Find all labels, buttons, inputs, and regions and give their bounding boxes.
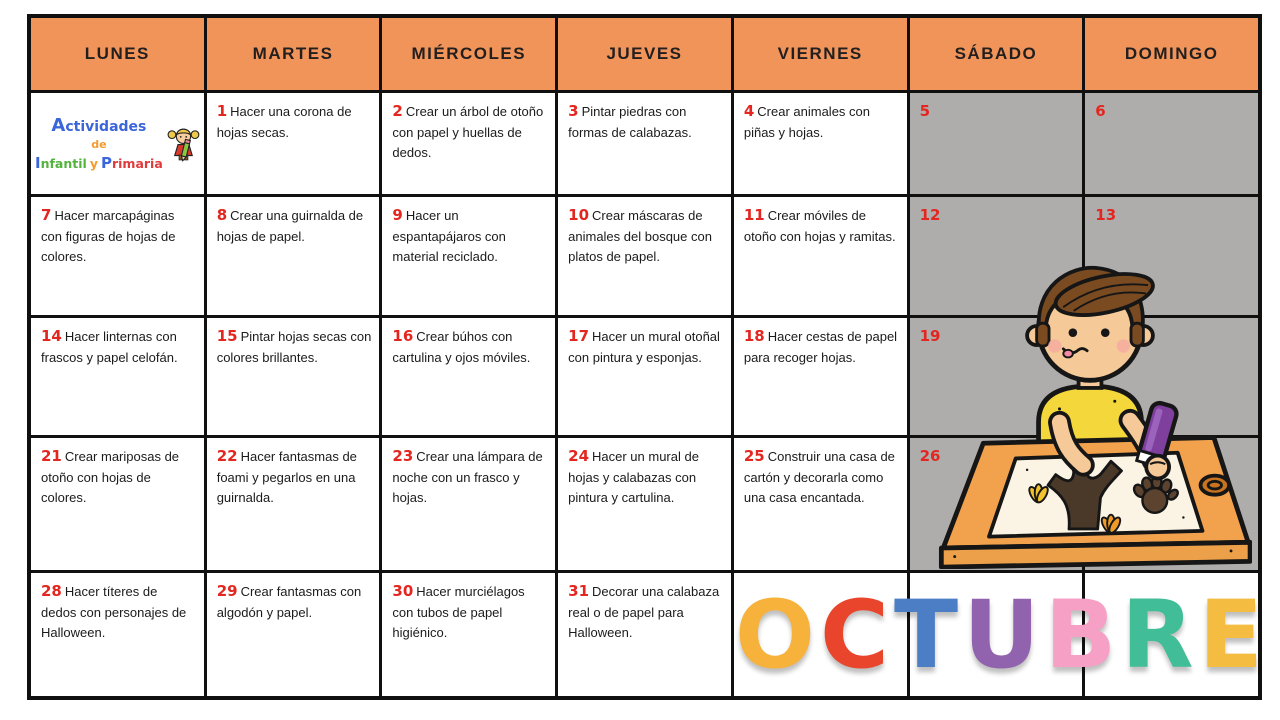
day-cell-30 bbox=[382, 573, 555, 696]
weekday-header-jueves: JUEVES bbox=[558, 18, 731, 90]
day-cell-11 bbox=[734, 197, 907, 315]
weekday-header-martes: MARTES bbox=[207, 18, 380, 90]
logo-line-de: de bbox=[91, 138, 107, 152]
day-number: 10 bbox=[568, 206, 590, 224]
day-cell-21 bbox=[31, 438, 204, 570]
weekday-header-lunes: LUNES bbox=[31, 18, 204, 90]
day-activity: Crear un árbol de otoño con papel y huellas de dedos. bbox=[392, 104, 544, 161]
day-number: 31 bbox=[568, 582, 590, 600]
day-activity: Pintar piedras con formas de calabazas. bbox=[568, 104, 692, 141]
day-number: 5 bbox=[919, 102, 930, 120]
weekday-header-viernes: VIERNES bbox=[734, 18, 907, 90]
weekday-header-domingo: DOMINGO bbox=[1085, 18, 1258, 90]
day-number: 24 bbox=[568, 447, 590, 465]
day-cell-25 bbox=[734, 438, 907, 570]
day-activity: Hacer un mural de hojas y calabazas con pintura y cartulina. bbox=[568, 449, 699, 506]
day-number: 9 bbox=[392, 206, 403, 224]
day-cell-23 bbox=[382, 438, 555, 570]
day-activity: Crear búhos con cartulina y ojos móviles. bbox=[392, 329, 531, 366]
day-activity: Hacer murciélagos con tubos de papel higiénico. bbox=[392, 584, 525, 641]
day-activity: Crear mariposas de otoño con hojas de colores. bbox=[41, 449, 180, 506]
day-number: 22 bbox=[216, 447, 238, 465]
logo-text bbox=[35, 114, 163, 173]
day-cell-3 bbox=[558, 93, 731, 194]
day-number: 4 bbox=[743, 102, 755, 120]
day-activity: Hacer una corona de hojas secas. bbox=[216, 104, 352, 141]
day-activity: Crear fantasmas con algodón y papel. bbox=[216, 584, 362, 621]
day-cell-16 bbox=[382, 318, 555, 435]
day-activity: Construir una casa de cartón y decorarla como una casa encantada. bbox=[743, 449, 895, 506]
day-cell-17 bbox=[558, 318, 731, 435]
day-activity: Crear una guirnalda de hojas de papel. bbox=[216, 208, 364, 245]
logo-line-infantil-primaria bbox=[35, 153, 163, 173]
day-number: 8 bbox=[216, 206, 228, 224]
day-activity: Crear animales con piñas y hojas. bbox=[743, 104, 870, 141]
day-cell-1 bbox=[207, 93, 380, 194]
day-activity: Hacer marcapáginas con figuras de hojas de colores. bbox=[41, 208, 176, 265]
day-activity: Hacer fantasmas de foami y pegarlos en una guirnalda. bbox=[216, 449, 357, 506]
day-activity: Hacer cestas de papel para recoger hojas. bbox=[743, 329, 898, 366]
day-cell-31 bbox=[558, 573, 731, 696]
day-number: 23 bbox=[392, 447, 414, 465]
day-number: 12 bbox=[919, 206, 941, 224]
logo-line-actividades: Actividades bbox=[51, 114, 147, 136]
day-number: 2 bbox=[392, 102, 403, 120]
day-number: 19 bbox=[919, 327, 941, 345]
month-title bbox=[735, 580, 1263, 692]
girl-with-pencil-illustration bbox=[167, 120, 200, 168]
day-number: 14 bbox=[41, 327, 62, 345]
month-letter: U bbox=[963, 581, 1040, 690]
day-cell-24 bbox=[558, 438, 731, 570]
day-activity: Hacer títeres de dedos con personajes de Halloween. bbox=[41, 584, 187, 641]
day-number: 13 bbox=[1095, 206, 1117, 224]
day-number: 16 bbox=[392, 327, 414, 345]
day-cell-4 bbox=[734, 93, 907, 194]
day-activity: Hacer un espantapájaros con material reciclado. bbox=[392, 208, 506, 265]
logo-cell bbox=[31, 93, 204, 194]
day-cell-22 bbox=[207, 438, 380, 570]
day-cell-2 bbox=[382, 93, 555, 194]
day-number: 17 bbox=[568, 327, 590, 345]
day-cell-14 bbox=[31, 318, 204, 435]
weekday-header-miercoles: MIÉRCOLES bbox=[382, 18, 555, 90]
day-cell-15 bbox=[207, 318, 380, 435]
day-activity: Hacer un mural otoñal con pintura y esponjas. bbox=[568, 329, 720, 366]
day-number: 28 bbox=[41, 582, 62, 600]
weekend-cell-5 bbox=[910, 93, 1083, 194]
logo-word-rimaria: rimaria bbox=[111, 155, 163, 171]
day-cell-9 bbox=[382, 197, 555, 315]
day-number: 26 bbox=[919, 447, 941, 465]
day-number: 6 bbox=[1095, 102, 1106, 120]
day-cell-8 bbox=[207, 197, 380, 315]
day-cell-7 bbox=[31, 197, 204, 315]
day-activity: Crear una lámpara de noche con un frasco y hojas. bbox=[392, 449, 543, 506]
day-number: 18 bbox=[743, 327, 765, 345]
logo-letter-p: P bbox=[100, 153, 112, 172]
day-cell-28 bbox=[31, 573, 204, 696]
day-activity: Crear máscaras de animales del bosque con platos de papel. bbox=[568, 208, 712, 265]
day-activity: Decorar una calabaza real o de papel para Halloween. bbox=[568, 584, 720, 641]
month-letter: E bbox=[1198, 581, 1263, 690]
month-letter: T bbox=[894, 581, 959, 690]
day-number: 3 bbox=[568, 102, 579, 120]
day-number: 1 bbox=[216, 102, 228, 120]
month-letter: R bbox=[1121, 581, 1194, 690]
day-activity: Pintar hojas secas con colores brillantes. bbox=[216, 329, 372, 366]
day-cell-29 bbox=[207, 573, 380, 696]
day-cell-18 bbox=[734, 318, 907, 435]
day-activity: Hacer linternas con frascos y papel celofán. bbox=[41, 329, 178, 366]
weekday-header-sabado: SÁBADO bbox=[910, 18, 1083, 90]
day-number: 21 bbox=[41, 447, 62, 465]
logo-word-nfantil: nfantil bbox=[40, 155, 87, 171]
logo-letter-i: I bbox=[35, 153, 41, 172]
day-number: 30 bbox=[392, 582, 414, 600]
month-letter: O bbox=[735, 581, 815, 690]
day-cell-10 bbox=[558, 197, 731, 315]
day-number: 25 bbox=[743, 447, 765, 465]
boy-painting-illustration bbox=[928, 245, 1252, 569]
day-number: 11 bbox=[743, 206, 765, 224]
month-letter: C bbox=[819, 581, 889, 690]
day-number: 15 bbox=[216, 327, 238, 345]
weekend-cell-6 bbox=[1085, 93, 1258, 194]
day-number: 7 bbox=[41, 206, 52, 224]
logo-word-y: y bbox=[89, 155, 98, 171]
month-letter: B bbox=[1044, 581, 1117, 690]
day-activity: Crear móviles de otoño con hojas y ramitas. bbox=[743, 208, 896, 245]
day-number: 29 bbox=[216, 582, 238, 600]
